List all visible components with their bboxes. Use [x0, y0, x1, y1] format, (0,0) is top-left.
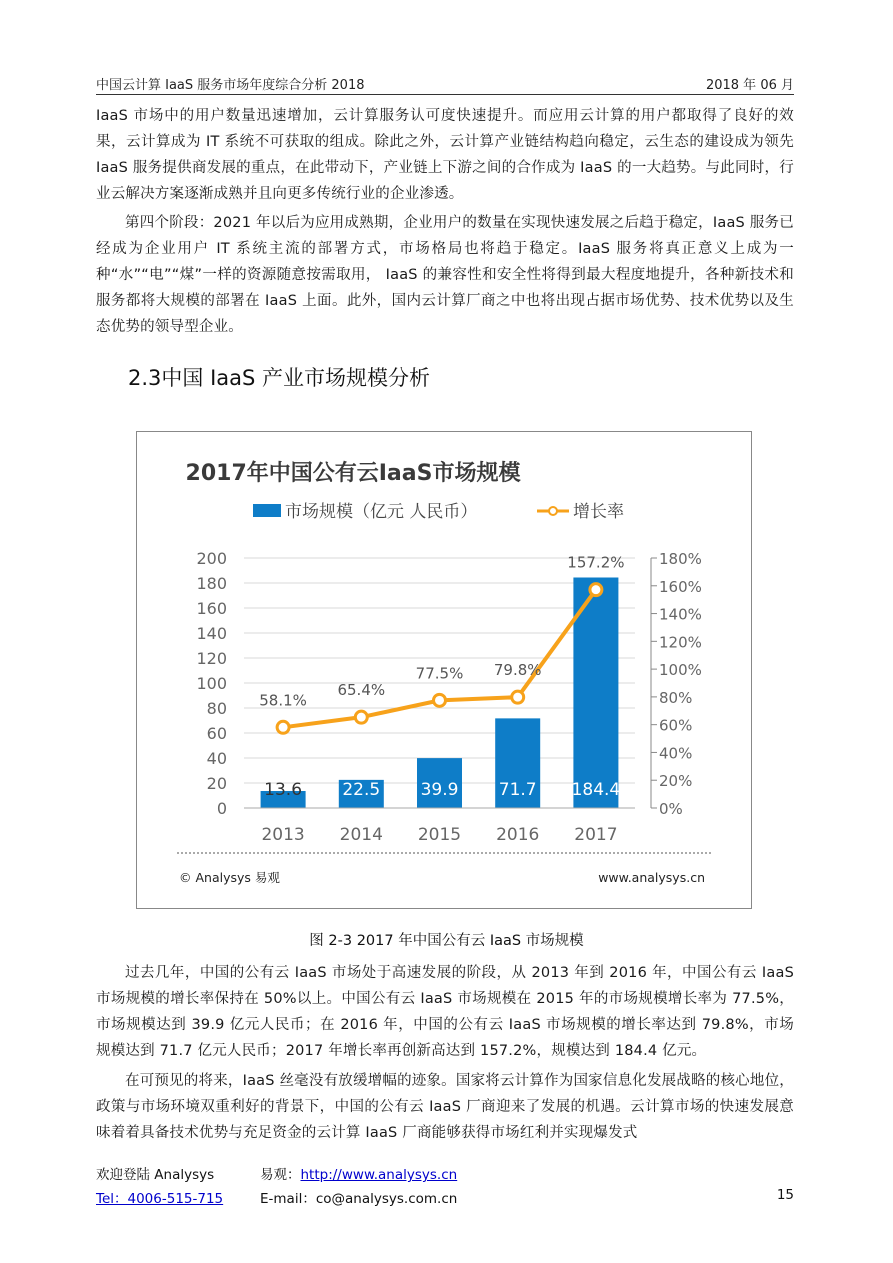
growth-point-2015: [434, 694, 446, 706]
paragraph-4: 在可预见的将来，IaaS 丝毫没有放缓增幅的迹象。国家将云计算作为国家信息化发展战略的核心地位，政策与市场环境双重利好的背景下，中国的公有云 IaaS 厂商迎来了发展的机遇。云计算市场的快速发展意味着着具备技术优势与充足资金的云计算 IaaS 厂商能够获得市场红利并实现爆发式: [96, 1073, 794, 1141]
bar-value-label: 39.9: [420, 780, 459, 800]
left-tick-label: 180: [196, 574, 227, 593]
page-number: 15: [776, 1187, 794, 1203]
chart-figure: [136, 431, 752, 909]
paragraph-1: IaaS 市场中的用户数量迅速增加，云计算服务认可度快速提升。而应用云计算的用户都取得了良好的效果，云计算成为 IT 系统不可获取的组成。除此之外，云计算产业链结构趋向稳定，云生态的建设成为领先 IaaS 服务提供商发展的重点，在此带动下，产业链上下游之间的合作成为 IaaS 的一大趋势。与此同时，行业云解决方案逐渐成熟并且向更多传统行业的企业渗透。: [96, 108, 794, 202]
footer-row-2: [96, 1187, 794, 1207]
source-left: © Analysys 易观: [179, 870, 280, 885]
right-tick-label: 160%: [659, 577, 702, 596]
left-tick-label: 120: [196, 649, 227, 668]
right-tick-label: 140%: [659, 605, 702, 624]
x-tick-label: 2014: [339, 825, 383, 845]
source-right: www.analysys.cn: [598, 870, 705, 885]
x-tick-label: 2013: [261, 825, 305, 845]
bar-value-label: 22.5: [342, 780, 381, 800]
footer-welcome: 欢迎登陆 Analysys: [96, 1167, 215, 1183]
header-title: 中国云计算 IaaS 服务市场年度综合分析 2018: [96, 78, 365, 93]
section-title: 2.3中国 IaaS 产业市场规模分析: [128, 366, 431, 390]
right-tick-label: 100%: [659, 661, 702, 680]
market-size-chart: [137, 432, 751, 908]
page-header: [96, 72, 794, 95]
legend-bar-swatch: [253, 504, 281, 517]
left-tick-label: 200: [196, 549, 227, 568]
growth-point-2013: [277, 721, 289, 733]
growth-value-label: 65.4%: [337, 681, 386, 700]
growth-point-2014: [355, 711, 367, 723]
footer-tel-link[interactable]: Tel：4006-515-715: [96, 1191, 224, 1207]
legend-line-marker: [549, 507, 557, 515]
left-tick-label: 60: [206, 724, 227, 743]
bar-series: [261, 578, 621, 809]
footer-email: E-mail：co@analysys.com.cn: [260, 1191, 458, 1207]
right-tick-label: 80%: [659, 688, 693, 707]
left-tick-label: 140: [196, 624, 227, 643]
header-date: 2018 年 06 月: [705, 78, 794, 93]
growth-value-label: 157.2%: [567, 553, 625, 572]
chart-title: 2017年中国公有云IaaS市场规模: [185, 461, 521, 486]
right-tick-label: 20%: [659, 772, 693, 791]
bar-value-label: 71.7: [498, 780, 537, 800]
left-tick-label: 40: [206, 749, 227, 768]
left-tick-label: 20: [206, 774, 227, 793]
left-tick-label: 80: [206, 699, 227, 718]
growth-point-2017: [590, 584, 602, 596]
growth-value-label: 77.5%: [415, 664, 464, 683]
paragraph-3: 过去几年，中国的公有云 IaaS 市场处于高速发展的阶段，从 2013 年到 2016 年，中国公有云 IaaS 市场规模的增长率保持在 50%以上。中国公有云 IaaS 市场规模在 2015 年的市场规模增长率为 77.5%，市场规模达到 39.9 亿元人民币；在 2016 年，中国的公有云 IaaS 市场规模的增长率达到 79.8%，市场规模达到 71.7 亿元人民币；2017 年增长率再创新高达到 157.2%，规模达到 184.4 亿元。: [96, 965, 794, 1059]
footer-site-label: 易观：: [260, 1167, 301, 1183]
right-tick-label: 60%: [659, 716, 693, 735]
paragraph-2: 第四个阶段：2021 年以后为应用成熟期，企业用户的数量在实现快速发展之后趋于稳定，IaaS 服务已经成为企业用户 IT 系统主流的部署方式，市场格局也将趋于稳定。IaaS 服务将真正意义上成为一种“水”“电”“煤”一样的资源随意按需取用， IaaS 的兼容性和安全性将得到最大程度地提升，各种新技术和服务都将大规模的部署在 IaaS 上面。此外，国内云计算厂商之中也将出现占据市场优势、技术优势以及生态优势的领导型企业。: [96, 215, 794, 335]
right-tick-label: 120%: [659, 633, 702, 652]
right-axis-ticks: [651, 550, 702, 818]
x-tick-label: 2015: [417, 825, 462, 845]
footer-site-link[interactable]: http://www.analysys.cn: [300, 1167, 458, 1183]
right-tick-label: 0%: [659, 800, 683, 818]
figure-caption: 图 2-3 2017 年中国公有云 IaaS 市场规模: [309, 933, 584, 949]
right-tick-label: 180%: [659, 550, 702, 568]
left-tick-label: 160: [196, 599, 227, 618]
legend-bar-label: 市场规模（亿元 人民币）: [285, 502, 478, 522]
footer-row-1: [96, 1163, 794, 1183]
legend-line-label: 增长率: [573, 502, 624, 522]
bar-value-label: 184.4: [571, 780, 621, 800]
line-series: [259, 554, 624, 734]
x-tick-label: 2017: [574, 825, 618, 845]
footer-site: [260, 1163, 457, 1183]
growth-value-label: 79.8%: [493, 661, 542, 680]
left-axis-ticks: [196, 549, 227, 818]
growth-point-2016: [512, 691, 524, 703]
x-tick-label: 2016: [496, 825, 540, 845]
right-tick-label: 40%: [659, 744, 693, 763]
growth-value-label: 58.1%: [259, 691, 307, 710]
left-tick-label: 0: [216, 799, 227, 818]
left-tick-label: 100: [196, 674, 227, 693]
x-axis-labels: [244, 808, 635, 845]
bar-value-label: 13.6: [264, 780, 303, 800]
